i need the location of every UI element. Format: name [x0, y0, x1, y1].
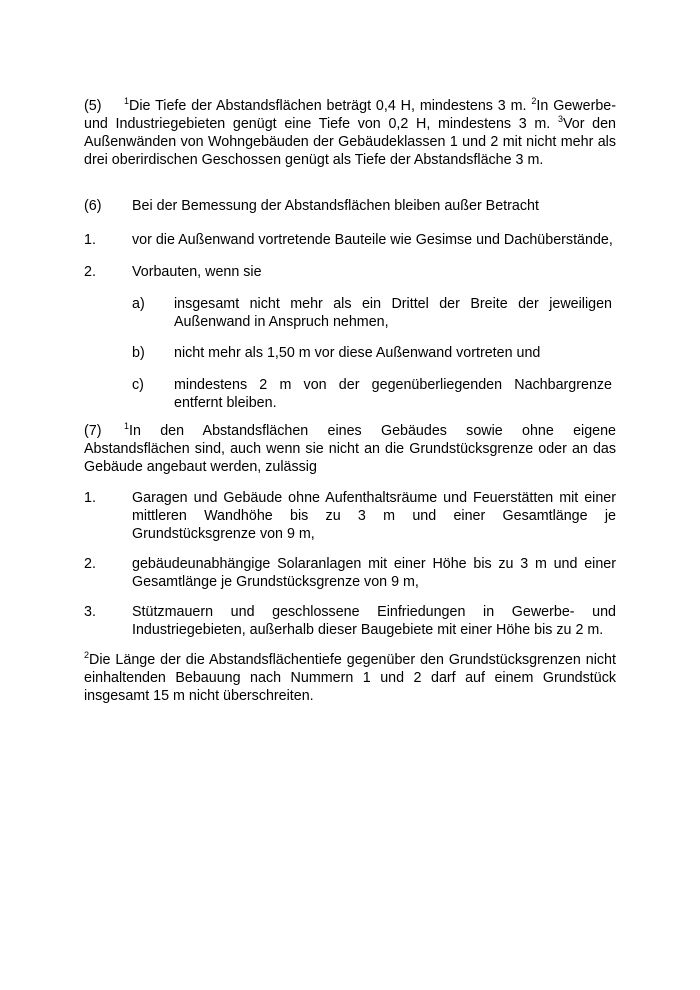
- paragraph-5: [84, 97, 616, 169]
- sub-list-item-letter: b): [132, 345, 145, 361]
- list-item-text: Vorbauten, wenn sie: [132, 264, 262, 280]
- sentence-2-marker: 2: [84, 650, 90, 660]
- paragraph-7-closing: [84, 651, 616, 705]
- paragraph-6-intro-text: Bei der Bemessung der Abstandsflächen bleiben außer Betracht: [132, 198, 539, 214]
- sentence-1-marker: 1: [124, 96, 130, 106]
- paragraph-7-intro-text: In den Abstandsflächen eines Gebäudes sowie ohne eigene Abstandsflächen sind, auch wenn sie nicht an die Grundstücksgrenze oder an das Gebäude angebaut werden, zulässig: [84, 423, 616, 475]
- sentence-3-marker: 3: [557, 114, 563, 124]
- paragraph-5-sentence-2: In Gewerbe- und Industriegebieten genügt eine Tiefe von 0,2 H, mindestens 3 m.: [84, 98, 616, 132]
- paragraph-5-sentence-1: Die Tiefe der Abstandsflächen beträgt 0,4 H, mindestens 3 m.: [129, 98, 527, 114]
- list-item-number: 3.: [84, 604, 96, 620]
- paragraph-6-number: (6): [84, 198, 102, 214]
- paragraph-7-closing-text: Die Länge der die Abstandsflächentiefe gegenüber den Grundstücksgrenzen nicht einhaltenden Bebauung nach Nummern 1 und 2 darf auf einem Grundstück insgesamt 15 m nicht überschreiten.: [84, 652, 616, 704]
- paragraph-5-sentence-3: Vor den Außenwänden von Wohngebäuden der Gebäudeklassen 1 und 2 mit nicht mehr als drei oberirdischen Geschossen genügt als Tiefe der Abstandsfläche 3 m.: [84, 116, 616, 168]
- sub-list-item-text: insgesamt nicht mehr als ein Drittel der Breite der jeweiligen Außenwand in Anspruch nehmen,: [174, 296, 612, 330]
- list-item-text: vor die Außenwand vortretende Bauteile wie Gesimse und Dachüberstände,: [132, 232, 613, 248]
- list-item-text: Garagen und Gebäude ohne Aufenthaltsräume und Feuerstätten mit einer mittleren Wandhöhe bis zu 3 m und einer Gesamtlänge je Grundstücksgrenze von 9 m,: [132, 490, 616, 542]
- paragraph-7-number: (7): [84, 423, 102, 439]
- sentence-1-marker: 1: [124, 421, 130, 431]
- list-item-number: 2.: [84, 264, 96, 280]
- sub-list-item-letter: a): [132, 296, 145, 312]
- sub-list-item-text: nicht mehr als 1,50 m vor diese Außenwand vortreten und: [174, 345, 541, 361]
- sub-list-item-letter: c): [132, 377, 144, 393]
- list-item-number: 1.: [84, 232, 96, 248]
- sub-list-item-text: mindestens 2 m von der gegenüberliegenden Nachbargrenze entfernt bleiben.: [174, 377, 612, 411]
- list-item-number: 1.: [84, 490, 96, 506]
- paragraph-7-intro: [84, 422, 616, 476]
- list-item-text: gebäudeunabhängige Solaranlagen mit einer Höhe bis zu 3 m und einer Gesamtlänge je Grundstücksgrenze von 9 m,: [132, 556, 616, 590]
- sentence-2-marker: 2: [531, 96, 537, 106]
- paragraph-5-number: (5): [84, 98, 102, 114]
- list-item-text: Stützmauern und geschlossene Einfriedungen in Gewerbe- und Industriegebieten, außerhalb dieser Baugebiete mit einer Höhe bis zu 2 m.: [132, 604, 616, 638]
- list-item-number: 2.: [84, 556, 96, 572]
